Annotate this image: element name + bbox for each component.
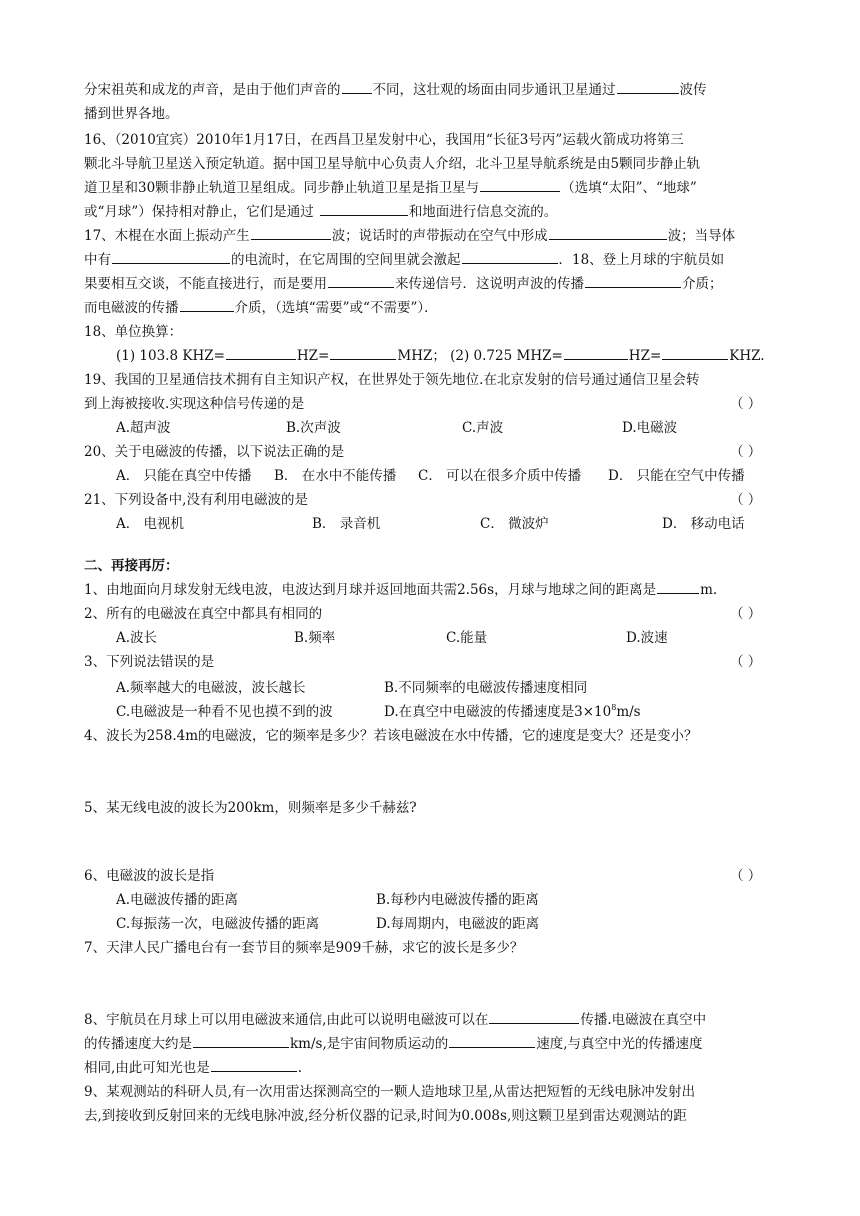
section-2-title: 二、再接再厉：: [84, 558, 179, 574]
q17-text-g: 果要相互交谈，不能直接进行，而是要用: [84, 276, 327, 292]
s2-q8-text-e: 速度,与真空中光的传播速度: [536, 1036, 703, 1052]
q18-text-1: (1) 103.8 KHZ=: [116, 348, 225, 364]
q17-text-h: 来传递信号．这说明声波的传播: [395, 276, 584, 292]
q15-text-a: 分宋祖英和成龙的声音，是由于他们声音的: [84, 82, 341, 98]
s2-q8-text-b: 传播.电磁波在真空中: [580, 1012, 707, 1028]
s2-q8-text-f: 相同,由此可知光也是: [84, 1060, 210, 1076]
s2-q6-option-d[interactable]: D.每周期内，电磁波的距离: [376, 916, 540, 932]
s2-q4: 4、波长为258.4m的电磁波，它的频率是多少？若该电磁波在水中传播，它的速度是变大？还是变小？: [84, 728, 698, 744]
s2-q7: 7、天津人民广播电台有一套节目的频率是909千赫，求它的波长是多少？: [84, 940, 524, 956]
q16-line2: 颗北斗导航卫星送入预定轨道。据中国卫星导航中心负责人介绍，北斗卫星导航系统是由5颗同步静止轨: [84, 156, 701, 172]
q17-blank-6[interactable]: [585, 273, 681, 288]
s2-q8-line2: [84, 1033, 703, 1055]
q19-option-c[interactable]: C.声波: [462, 420, 504, 436]
q15-blank-2[interactable]: [617, 79, 679, 94]
q21-stem: 21、下列设备中,没有利用电磁波的是: [84, 492, 308, 508]
s2-q8-blank-3[interactable]: [449, 1033, 535, 1048]
q20-answer-paren[interactable]: （ ）: [730, 444, 762, 460]
q16-line3: [84, 177, 697, 199]
s2-q3-option-d-exponent: 8: [611, 703, 617, 712]
s2-q1-unit: m.: [700, 582, 718, 598]
s2-q2-stem: 2、所有的电磁波在真空中都具有相同的: [84, 606, 323, 622]
q17-text-d: 中有: [84, 252, 111, 268]
s2-q6-stem: 6、电磁波的波长是指: [84, 868, 215, 884]
q21-option-b[interactable]: B． 录音机: [312, 516, 381, 532]
s2-q3-answer-paren[interactable]: （ ）: [730, 654, 762, 670]
q18-blank-1[interactable]: [226, 345, 296, 360]
q18-line: [116, 345, 765, 367]
q21-option-d[interactable]: D． 移动电话: [662, 516, 745, 532]
q16-text-d: 和地面进行信息交流的。: [408, 204, 558, 220]
s2-q5: 5、某无线电波的波长为200km，则频率是多少千赫兹?: [84, 800, 417, 816]
s2-q8-blank-4[interactable]: [211, 1057, 297, 1072]
q20-stem: 20、关于电磁波的传播，以下说法正确的是: [84, 444, 345, 460]
q17-line3: [84, 273, 723, 295]
q21-option-a[interactable]: A． 电视机: [116, 516, 185, 532]
s2-q6-answer-paren[interactable]: （ ）: [730, 868, 762, 884]
q17-line1: [84, 225, 735, 247]
s2-q2-option-d[interactable]: D.波速: [626, 630, 668, 646]
q17-text-i: 介质；: [682, 276, 723, 292]
q18-blank-2[interactable]: [330, 345, 396, 360]
s2-q3-option-a[interactable]: A.频率越大的电磁波，波长越长: [116, 680, 306, 696]
q17-text-a: 17、木棍在水面上振动产生: [84, 228, 250, 244]
s2-q2-answer-paren[interactable]: （ ）: [730, 606, 762, 622]
s2-q1: [84, 579, 717, 601]
s2-q3-option-d-unit: m/s: [616, 704, 641, 720]
q18-blank-4[interactable]: [662, 345, 728, 360]
q21-answer-paren[interactable]: （ ）: [730, 492, 762, 508]
s2-q3-option-d-text: D.在真空中电磁波的传播速度是3×10: [384, 704, 612, 720]
q17-line2: [84, 249, 724, 271]
s2-q8-text-d: km/s,是宇宙间物质运动的: [290, 1036, 449, 1052]
q17-text-j: 而电磁波的传播: [84, 300, 179, 316]
q17-line4: [84, 297, 438, 319]
q16-text-b: （选填“太阳”、“地球”: [561, 180, 697, 196]
q17-blank-4[interactable]: [462, 249, 558, 264]
q17-text-k: 介质，（选填“需要”或“不需要”）．: [234, 300, 438, 316]
q17-text-b: 波；说话时的声带振动在空气中形成: [331, 228, 548, 244]
s2-q8-text-a: 8、宇航员在月球上可以用电磁波来通信,由此可以说明电磁波可以在: [84, 1012, 489, 1028]
s2-q8-line1: [84, 1009, 706, 1031]
s2-q3-option-b[interactable]: B.不同频率的电磁波传播速度相同: [384, 680, 588, 696]
q20-option-a[interactable]: A． 只能在真空中传播: [116, 468, 252, 484]
q19-option-d[interactable]: D.电磁波: [622, 420, 678, 436]
q16-text-a: 道卫星和30颗非静止轨道卫星组成。同步静止轨道卫星是指卫星与: [84, 180, 480, 196]
q15-text-c: 波传: [679, 82, 707, 98]
q19-line1: 19、我国的卫星通信技术拥有自主知识产权，在世界处于领先地位.在北京发射的信号通过通信卫星会转: [84, 372, 700, 388]
q21-option-c[interactable]: C． 微波炉: [480, 516, 549, 532]
s2-q1-blank[interactable]: [657, 579, 699, 594]
q20-option-b[interactable]: B． 在水中不能传播: [274, 468, 397, 484]
q20-option-c[interactable]: C． 可以在很多介质中传播: [418, 468, 582, 484]
q16-blank-2[interactable]: [320, 201, 408, 216]
q15-line2: 播到世界各地。: [84, 106, 179, 122]
s2-q8-text-g: .: [297, 1060, 303, 1076]
q17-text-f: ．18、登上月球的宇航员如: [558, 252, 725, 268]
s2-q9-line2: 去,到接收到反射回来的无线电脉冲波,经分析仪器的记录,时间为0.008s,则这颗卫星到雷达观测站的距: [84, 1108, 687, 1124]
q17-blank-2[interactable]: [549, 225, 667, 240]
s2-q3-stem: 3、下列说法错误的是: [84, 654, 215, 670]
q15-blank-1[interactable]: [342, 79, 372, 94]
q18-text-5: KHZ.: [729, 348, 765, 364]
q19-option-b[interactable]: B.次声波: [286, 420, 341, 436]
q16-text-c: 或“月球”）保持相对静止，它们是通过: [84, 204, 314, 220]
q17-blank-3[interactable]: [112, 249, 230, 264]
s2-q8-text-c: 的传播速度大约是: [84, 1036, 192, 1052]
q19-line2: 到上海被接收.实现这种信号传递的是: [84, 396, 305, 412]
q15-text-b: 不同，这壮观的场面由同步通讯卫星通过: [372, 82, 616, 98]
s2-q8-blank-1[interactable]: [489, 1009, 579, 1024]
s2-q6-option-a[interactable]: A.电磁波传播的距离: [116, 892, 239, 908]
s2-q9-line1: 9、某观测站的科研人员,有一次用雷达探测高空的一颗人造地球卫星,从雷达把短暂的无线电脉冲发射出: [84, 1084, 696, 1100]
s2-q2-option-b[interactable]: B.频率: [294, 630, 336, 646]
q18-title: 18、单位换算：: [84, 324, 183, 340]
s2-q1-text: 1、由地面向月球发射无线电波，电波达到月球并返回地面共需2.56s，月球与地球之间的距离是: [84, 582, 657, 598]
q19-answer-paren[interactable]: （ ）: [730, 396, 762, 412]
q17-blank-5[interactable]: [328, 273, 394, 288]
s2-q8-blank-2[interactable]: [193, 1033, 289, 1048]
q18-text-2: HZ=: [296, 348, 330, 364]
q16-line1: 16、（2010宜宾）2010年1月17日，在西昌卫星发射中心，我国用“长征3号丙”运载火箭成功将第三: [84, 132, 684, 148]
q17-text-e: 的电流时，在它周围的空间里就会激起: [231, 252, 461, 268]
q16-blank-1[interactable]: [480, 177, 560, 192]
s2-q6-option-b[interactable]: B.每秒内电磁波传播的距离: [376, 892, 539, 908]
q17-blank-7[interactable]: [180, 297, 234, 312]
q18-blank-3[interactable]: [564, 345, 628, 360]
s2-q3-option-d[interactable]: [384, 701, 641, 723]
q17-blank-1[interactable]: [251, 225, 331, 240]
q15-line1: [84, 79, 707, 101]
q20-option-d[interactable]: D． 只能在空气中传播: [608, 468, 745, 484]
q19-option-a[interactable]: A.超声波: [116, 420, 171, 436]
q17-text-c: 波；当导体: [667, 228, 736, 244]
s2-q2-option-c[interactable]: C.能量: [446, 630, 488, 646]
s2-q3-option-c[interactable]: C.电磁波是一种看不见也摸不到的波: [116, 704, 333, 720]
q18-text-4: HZ=: [628, 348, 662, 364]
q18-text-3: MHZ； (2) 0.725 MHZ=: [397, 348, 563, 364]
s2-q8-line3: [84, 1057, 302, 1079]
q16-line4: [84, 201, 557, 223]
s2-q6-option-c[interactable]: C.每振荡一次，电磁波传播的距离: [116, 916, 320, 932]
s2-q2-option-a[interactable]: A.波长: [116, 630, 158, 646]
